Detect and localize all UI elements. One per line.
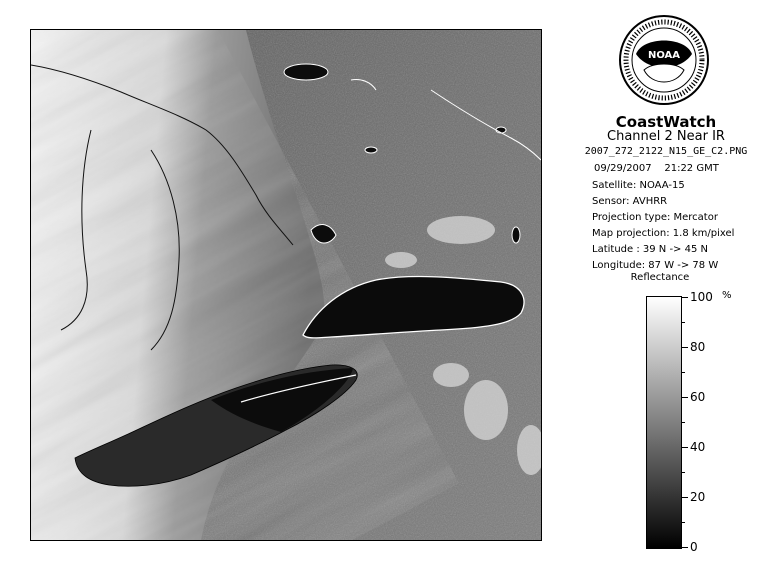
- tick-major: [681, 397, 688, 398]
- sensor-text: Sensor: AVHRR: [592, 196, 668, 207]
- legend-unit: %: [722, 290, 732, 301]
- noaa-logo-icon: [618, 14, 710, 106]
- longitude-text: Longitude: 87 W -> 78 W: [592, 260, 719, 271]
- tick-label: 0: [690, 540, 698, 554]
- tick-minor: [681, 472, 685, 473]
- satellite-map: [31, 30, 541, 540]
- datetime-text: 09/29/2007 21:22 GMT: [594, 163, 719, 174]
- channel-subtitle: Channel 2 Near IR: [607, 129, 725, 144]
- tick-label: 60: [690, 390, 706, 404]
- tick-minor: [681, 372, 685, 373]
- tick-major: [681, 347, 688, 348]
- latitude-text: Latitude : 39 N -> 45 N: [592, 244, 708, 255]
- tick-label: 100: [690, 290, 713, 304]
- tick-minor: [681, 522, 685, 523]
- satellite-text: Satellite: NOAA-15: [592, 180, 685, 191]
- legend-title: Reflectance: [630, 272, 690, 283]
- tick-major: [681, 547, 688, 548]
- tick-label: 80: [690, 340, 706, 354]
- tick-major: [681, 497, 688, 498]
- tick-minor: [681, 422, 685, 423]
- logo-text: NOAA: [647, 50, 681, 61]
- tick-major: [681, 447, 688, 448]
- satellite-image: [30, 29, 542, 541]
- tick-label: 20: [690, 490, 706, 504]
- projection-type-text: Projection type: Mercator: [592, 212, 718, 223]
- tick-label: 40: [690, 440, 706, 454]
- tick-minor: [681, 322, 685, 323]
- noaa-logo: [618, 14, 710, 106]
- map-projection-text: Map projection: 1.8 km/pixel: [592, 228, 735, 239]
- image-filename: 2007_272_2122_N15_GE_C2.PNG: [584, 146, 748, 157]
- tick-major: [681, 297, 688, 298]
- page-title: CoastWatch: [615, 113, 717, 131]
- reflectance-colorbar: [646, 296, 682, 549]
